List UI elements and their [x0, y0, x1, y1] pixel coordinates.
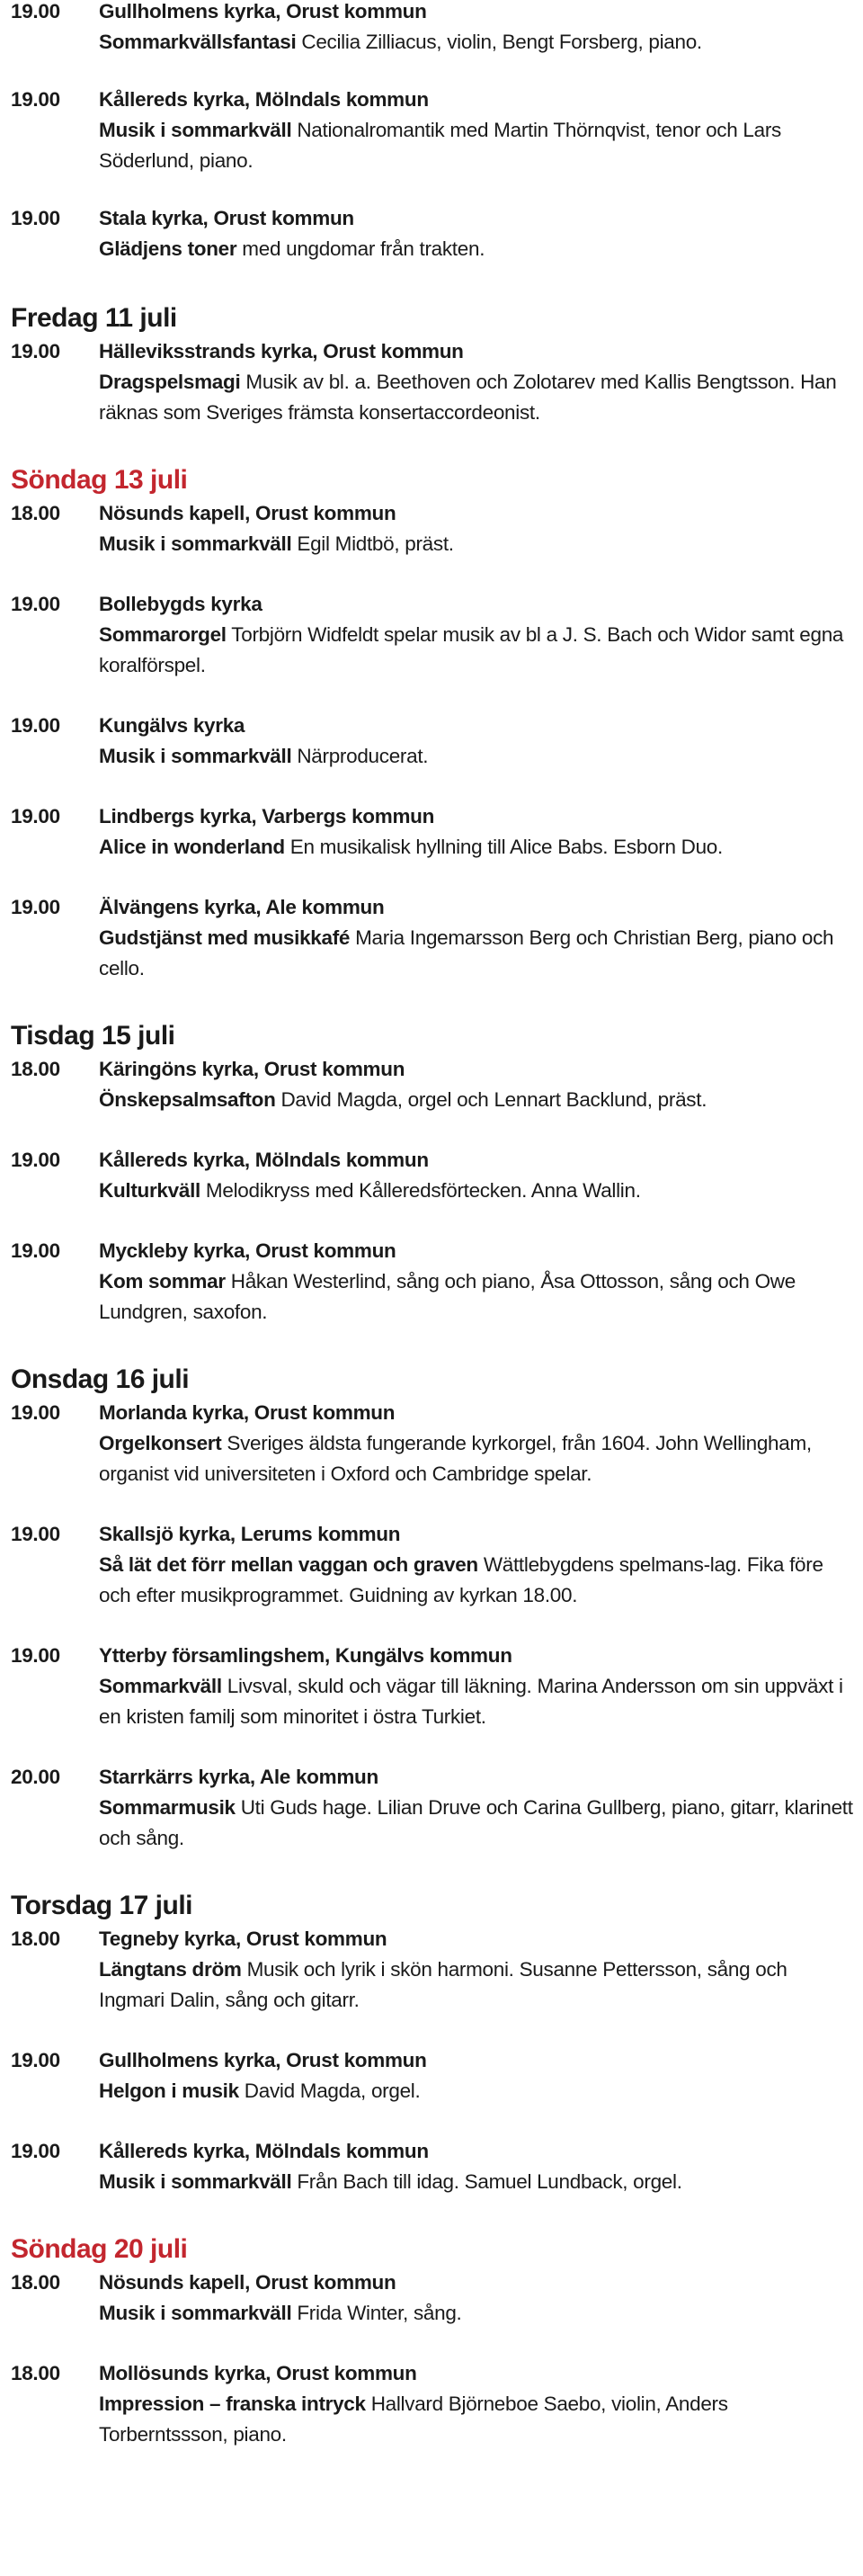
event-venue: Nösunds kapell, Orust kommun	[99, 502, 396, 524]
event-venue: Skallsjö kyrka, Lerums kommun	[99, 1523, 401, 1545]
event-description: Torbjörn Widfeldt spelar musik av bl a J. S. Bach och Widor samt egna koralförspel.	[99, 623, 844, 676]
event-entry	[11, 1145, 863, 1206]
event-entry	[11, 498, 863, 559]
event-entry	[11, 1924, 863, 2016]
event-title: Musik i sommarkväll	[99, 532, 292, 555]
event-title: Kulturkväll	[99, 1179, 200, 1202]
event-entry	[11, 203, 863, 264]
event-description: Wättlebygdens spelmans-lag. Fika före och efter musikprogrammet. Guidning av kyrkan 18.00.	[99, 1553, 823, 1606]
event-title: Alice in wonderland	[99, 836, 285, 858]
event-time: 19.00	[11, 340, 60, 362]
event-title: Sommarkväll	[99, 1675, 222, 1697]
event-body	[99, 1145, 863, 1206]
event-time: 19.00	[11, 896, 60, 918]
event-entry	[11, 0, 863, 58]
event-entry	[11, 1762, 863, 1854]
event-title: Musik i sommarkväll	[99, 119, 292, 141]
event-description: Maria Ingemarsson Berg och Christian Berg, piano och cello.	[99, 926, 834, 979]
event-description: David Magda, orgel och Lennart Backlund, präst.	[275, 1088, 707, 1111]
event-body	[99, 336, 863, 428]
day-heading: Onsdag 16 juli	[11, 1364, 190, 1394]
event-time: 19.00	[11, 1401, 60, 1424]
event-time: 19.00	[11, 1239, 60, 1262]
day-section-fredag-11-juli	[11, 300, 863, 428]
event-entry	[11, 801, 863, 863]
event-time: 19.00	[11, 0, 60, 22]
event-description: Musik av bl. a. Beethoven och Zolotarev med Kallis Bengtsson. Han räknas som Sveriges främsta konsertaccordeonist.	[99, 371, 837, 424]
event-title: Helgon i musik	[99, 2080, 239, 2102]
event-time: 19.00	[11, 1644, 60, 1667]
event-venue: Gullholmens kyrka, Orust kommun	[99, 2049, 427, 2071]
event-description: Nationalromantik med Martin Thörnqvist, tenor och Lars Söderlund, piano.	[99, 119, 781, 172]
event-description: Livsval, skuld och vägar till läkning. Marina Andersson om sin uppväxt i en kristen familj som minoritet i östra Turkiet.	[99, 1675, 843, 1728]
event-venue: Kållereds kyrka, Mölndals kommun	[99, 88, 429, 111]
event-body	[99, 85, 863, 176]
day-heading: Söndag 13 juli	[11, 465, 188, 495]
event-entry	[11, 2358, 863, 2450]
event-body	[99, 1236, 863, 1328]
event-venue: Lindbergs kyrka, Varbergs kommun	[99, 805, 435, 827]
event-body	[99, 1398, 863, 1489]
event-body	[99, 2267, 863, 2329]
event-title: Sommarkvällsfantasi	[99, 31, 297, 53]
event-entry	[11, 1519, 863, 1611]
event-entry	[11, 2267, 863, 2329]
event-venue: Myckleby kyrka, Orust kommun	[99, 1239, 396, 1262]
event-body	[99, 1641, 863, 1732]
event-body	[99, 892, 863, 984]
event-description: Uti Guds hage. Lilian Druve och Carina Gullberg, piano, gitarr, klarinett och sång.	[99, 1796, 853, 1849]
event-body	[99, 1519, 863, 1611]
event-time: 19.00	[11, 714, 60, 737]
event-time: 18.00	[11, 1058, 60, 1080]
day-section-sondag-20-juli	[11, 2232, 863, 2450]
event-time: 19.00	[11, 2049, 60, 2071]
day-section-torsdag-17-juli	[11, 1888, 863, 2197]
event-venue: Kungälvs kyrka	[99, 714, 245, 737]
event-entry	[11, 336, 863, 428]
event-time: 19.00	[11, 805, 60, 827]
event-title: Musik i sommarkväll	[99, 745, 292, 767]
event-body	[99, 2045, 863, 2106]
event-venue: Käringöns kyrka, Orust kommun	[99, 1058, 405, 1080]
day-section-sondag-13-juli	[11, 462, 863, 984]
event-description: med ungdomar från trakten.	[236, 237, 485, 260]
event-description: Från Bach till idag. Samuel Lundback, orgel.	[291, 2170, 682, 2193]
event-entry	[11, 589, 863, 681]
event-title: Dragspelsmagi	[99, 371, 241, 393]
event-venue: Ytterby församlingshem, Kungälvs kommun	[99, 1644, 512, 1667]
event-entry	[11, 711, 863, 772]
event-entry	[11, 892, 863, 984]
day-section-onsdag-16-juli	[11, 1362, 863, 1854]
event-venue: Kållereds kyrka, Mölndals kommun	[99, 1149, 429, 1171]
event-time: 19.00	[11, 2140, 60, 2162]
event-body	[99, 1762, 863, 1854]
event-venue: Kållereds kyrka, Mölndals kommun	[99, 2140, 429, 2162]
day-heading: Söndag 20 juli	[11, 2234, 188, 2264]
event-description: Musik och lyrik i skön harmoni. Susanne Pettersson, sång och Ingmari Dalin, sång och gitarr.	[99, 1958, 787, 2011]
event-venue: Bollebygds kyrka	[99, 593, 262, 615]
event-description: Sveriges äldsta fungerande kyrkorgel, från 1604. John Wellingham, organist vid universiteten i Oxford och Cambridge spelar.	[99, 1432, 812, 1485]
event-body	[99, 801, 863, 863]
intro-events	[11, 0, 863, 264]
event-description: Cecilia Zilliacus, violin, Bengt Forsberg, piano.	[296, 31, 702, 53]
event-venue: Gullholmens kyrka, Orust kommun	[99, 0, 427, 22]
event-time: 19.00	[11, 88, 60, 111]
event-time: 19.00	[11, 1149, 60, 1171]
event-title: Musik i sommarkväll	[99, 2302, 292, 2324]
event-venue: Tegneby kyrka, Orust kommun	[99, 1928, 387, 1950]
event-time: 18.00	[11, 2362, 60, 2384]
event-description: Frida Winter, sång.	[291, 2302, 462, 2324]
event-title: Impression – franska intryck	[99, 2393, 366, 2415]
event-title: Musik i sommarkväll	[99, 2170, 292, 2193]
event-body	[99, 498, 863, 559]
event-entry	[11, 2045, 863, 2106]
event-description: Egil Midtbö, präst.	[291, 532, 454, 555]
event-time: 18.00	[11, 502, 60, 524]
event-body	[99, 203, 863, 264]
event-title: Så lät det förr mellan vaggan och graven	[99, 1553, 478, 1576]
event-title: Gudstjänst med musikkafé	[99, 926, 351, 949]
event-entry	[11, 1398, 863, 1489]
event-time: 20.00	[11, 1766, 60, 1788]
event-title: Längtans dröm	[99, 1958, 242, 1981]
event-body	[99, 1924, 863, 2016]
event-body	[99, 2136, 863, 2197]
event-venue: Starrkärrs kyrka, Ale kommun	[99, 1766, 378, 1788]
event-venue: Stala kyrka, Orust kommun	[99, 207, 354, 229]
event-time: 18.00	[11, 2271, 60, 2294]
event-time: 18.00	[11, 1928, 60, 1950]
event-body	[99, 2358, 863, 2450]
event-time: 19.00	[11, 207, 60, 229]
event-body	[99, 589, 863, 681]
event-description: Närproducerat.	[291, 745, 429, 767]
event-venue: Nösunds kapell, Orust kommun	[99, 2271, 396, 2294]
event-body	[99, 0, 863, 58]
event-time: 19.00	[11, 1523, 60, 1545]
day-heading: Torsdag 17 juli	[11, 1891, 192, 1920]
event-entry	[11, 1641, 863, 1732]
event-entry	[11, 1236, 863, 1328]
event-venue: Älvängens kyrka, Ale kommun	[99, 896, 385, 918]
event-entry	[11, 85, 863, 176]
day-heading: Tisdag 15 juli	[11, 1021, 175, 1051]
event-venue: Mollösunds kyrka, Orust kommun	[99, 2362, 417, 2384]
event-body	[99, 1054, 863, 1115]
event-title: Kom sommar	[99, 1270, 226, 1292]
event-venue: Morlanda kyrka, Orust kommun	[99, 1401, 396, 1424]
event-entry	[11, 2136, 863, 2197]
event-title: Orgelkonsert	[99, 1432, 222, 1454]
event-description: En musikalisk hyllning till Alice Babs. Esborn Duo.	[284, 836, 723, 858]
event-title: Sommarmusik	[99, 1796, 236, 1819]
day-heading: Fredag 11 juli	[11, 303, 177, 333]
event-title: Sommarorgel	[99, 623, 227, 646]
event-description: Håkan Westerlind, sång och piano, Åsa Ottosson, sång och Owe Lundgren, saxofon.	[99, 1270, 796, 1323]
event-time: 19.00	[11, 593, 60, 615]
event-title: Glädjens toner	[99, 237, 237, 260]
event-description: Melodikryss med Kålleredsförtecken. Anna Wallin.	[200, 1179, 641, 1202]
event-venue: Hälleviksstrands kyrka, Orust kommun	[99, 340, 464, 362]
day-section-tisdag-15-juli	[11, 1018, 863, 1328]
event-description: Hallvard Björneboe Saebo, violin, Anders Torberntssson, piano.	[99, 2393, 728, 2446]
event-entry	[11, 1054, 863, 1115]
event-description: David Magda, orgel.	[238, 2080, 421, 2102]
event-title: Önskepsalmsafton	[99, 1088, 276, 1111]
event-body	[99, 711, 863, 772]
